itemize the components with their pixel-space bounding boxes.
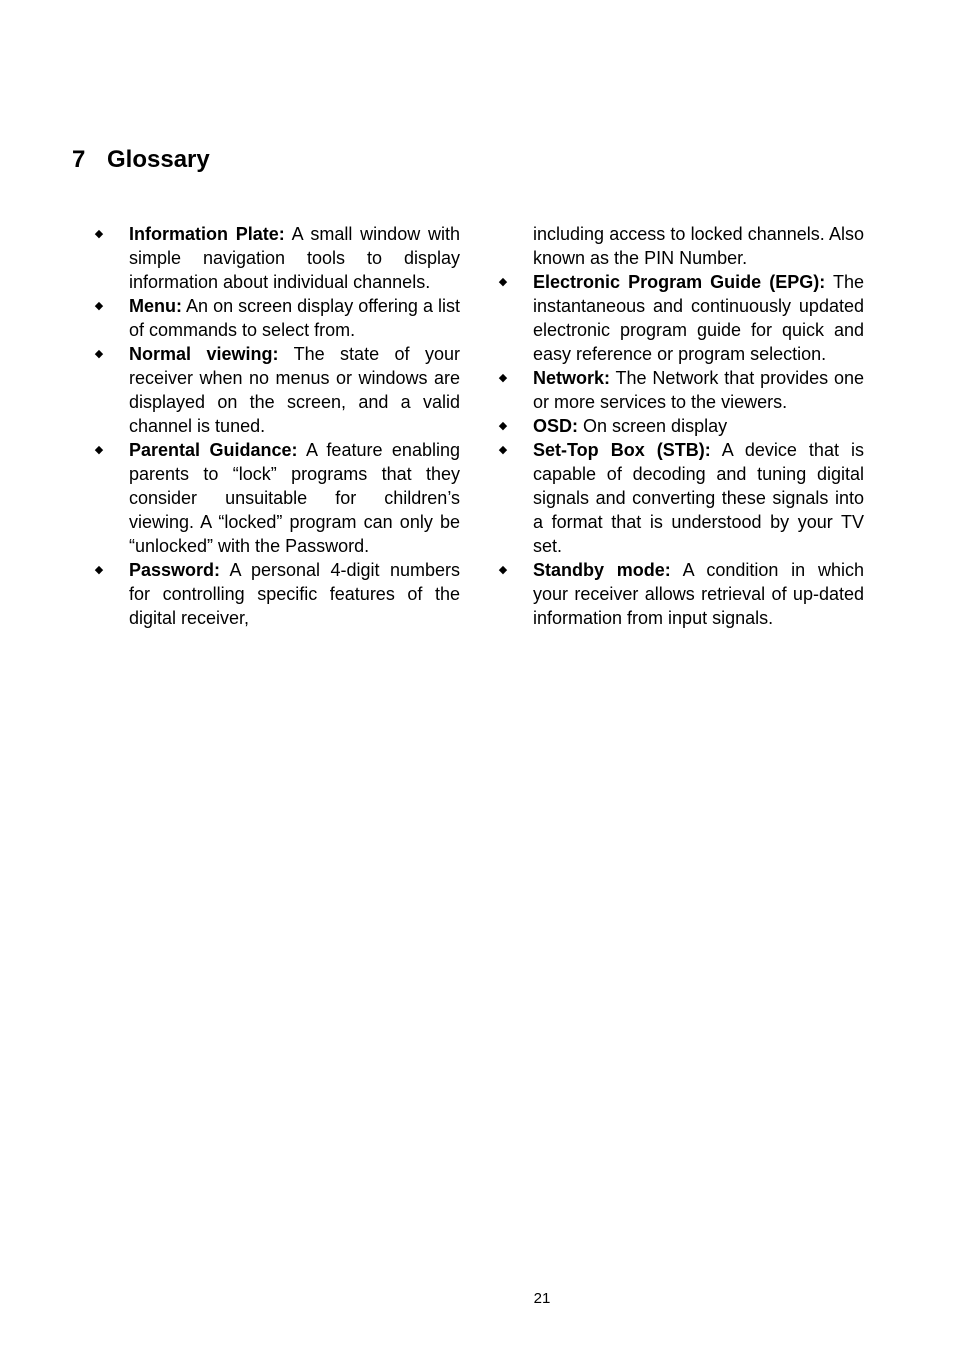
diamond-bullet-icon: ◆ <box>94 564 104 576</box>
diamond-bullet-icon: ◆ <box>94 444 104 456</box>
glossary-term: Set-Top Box (STB): <box>533 440 711 460</box>
glossary-entry-normal-viewing <box>94 342 460 438</box>
glossary-entry-network <box>498 366 864 414</box>
glossary-entry-password <box>94 558 460 630</box>
page-number: 21 <box>533 1290 551 1307</box>
glossary-entry-osd <box>498 414 864 438</box>
diamond-bullet-icon: ◆ <box>498 444 508 456</box>
glossary-entry-information-plate <box>94 222 460 294</box>
glossary-definition: A small window with simple navigation tools to display information about individual channels. <box>129 224 460 292</box>
glossary-term: Electronic Program Guide (EPG): <box>533 272 826 292</box>
glossary-definition: On screen display <box>583 416 728 436</box>
section-heading <box>72 144 210 176</box>
glossary-left-column <box>94 222 460 630</box>
glossary-definition: A personal 4-digit numbers for controlling specific features of the digital receiver, <box>129 560 460 628</box>
glossary-definition: The instantaneous and continuously updated electronic program guide for quick and easy reference or program selection. <box>533 272 864 364</box>
glossary-term: Standby mode: <box>533 560 671 580</box>
glossary-definition: A condition in which your receiver allows retrieval of up-dated information from input signals. <box>533 560 864 628</box>
glossary-term: Normal viewing: <box>129 344 279 364</box>
section-number: 7 <box>72 146 86 173</box>
glossary-right-column <box>498 222 864 630</box>
glossary-definition: A device that is capable of decoding and tuning digital signals and converting these signals into a format that is understood by your TV set. <box>533 440 864 556</box>
glossary-entry-set-top-box <box>498 438 864 558</box>
glossary-continuation: including access to locked channels. Also known as the PIN Number. <box>533 224 864 268</box>
glossary-definition: The Network that provides one or more services to the viewers. <box>533 368 864 412</box>
diamond-bullet-icon: ◆ <box>498 420 508 432</box>
glossary-definition: An on screen display offering a list of commands to select from. <box>129 296 460 340</box>
diamond-bullet-icon: ◆ <box>94 348 104 360</box>
glossary-term: Menu: <box>129 296 182 316</box>
glossary-term: Network: <box>533 368 611 388</box>
diamond-bullet-icon: ◆ <box>94 228 104 240</box>
glossary-term: OSD: <box>533 416 578 436</box>
glossary-entry-menu <box>94 294 460 342</box>
diamond-bullet-icon: ◆ <box>498 276 508 288</box>
glossary-term: Information Plate: <box>129 224 285 244</box>
glossary-term: Password: <box>129 560 221 580</box>
section-title: Glossary <box>107 146 210 173</box>
glossary-definition: A feature enabling parents to “lock” programs that they consider unsuitable for children’s viewing. A “locked” program can only be “unlocked” with the Password. <box>129 440 460 556</box>
glossary-entry-parental-guidance <box>94 438 460 558</box>
diamond-bullet-icon: ◆ <box>498 372 508 384</box>
glossary-entry-standby-mode <box>498 558 864 630</box>
diamond-bullet-icon: ◆ <box>94 300 104 312</box>
glossary-definition: The state of your receiver when no menus or windows are displayed on the screen, and a valid channel is tuned. <box>129 344 460 436</box>
diamond-bullet-icon: ◆ <box>498 564 508 576</box>
glossary-entry-epg <box>498 270 864 366</box>
glossary-term: Parental Guidance: <box>129 440 298 460</box>
